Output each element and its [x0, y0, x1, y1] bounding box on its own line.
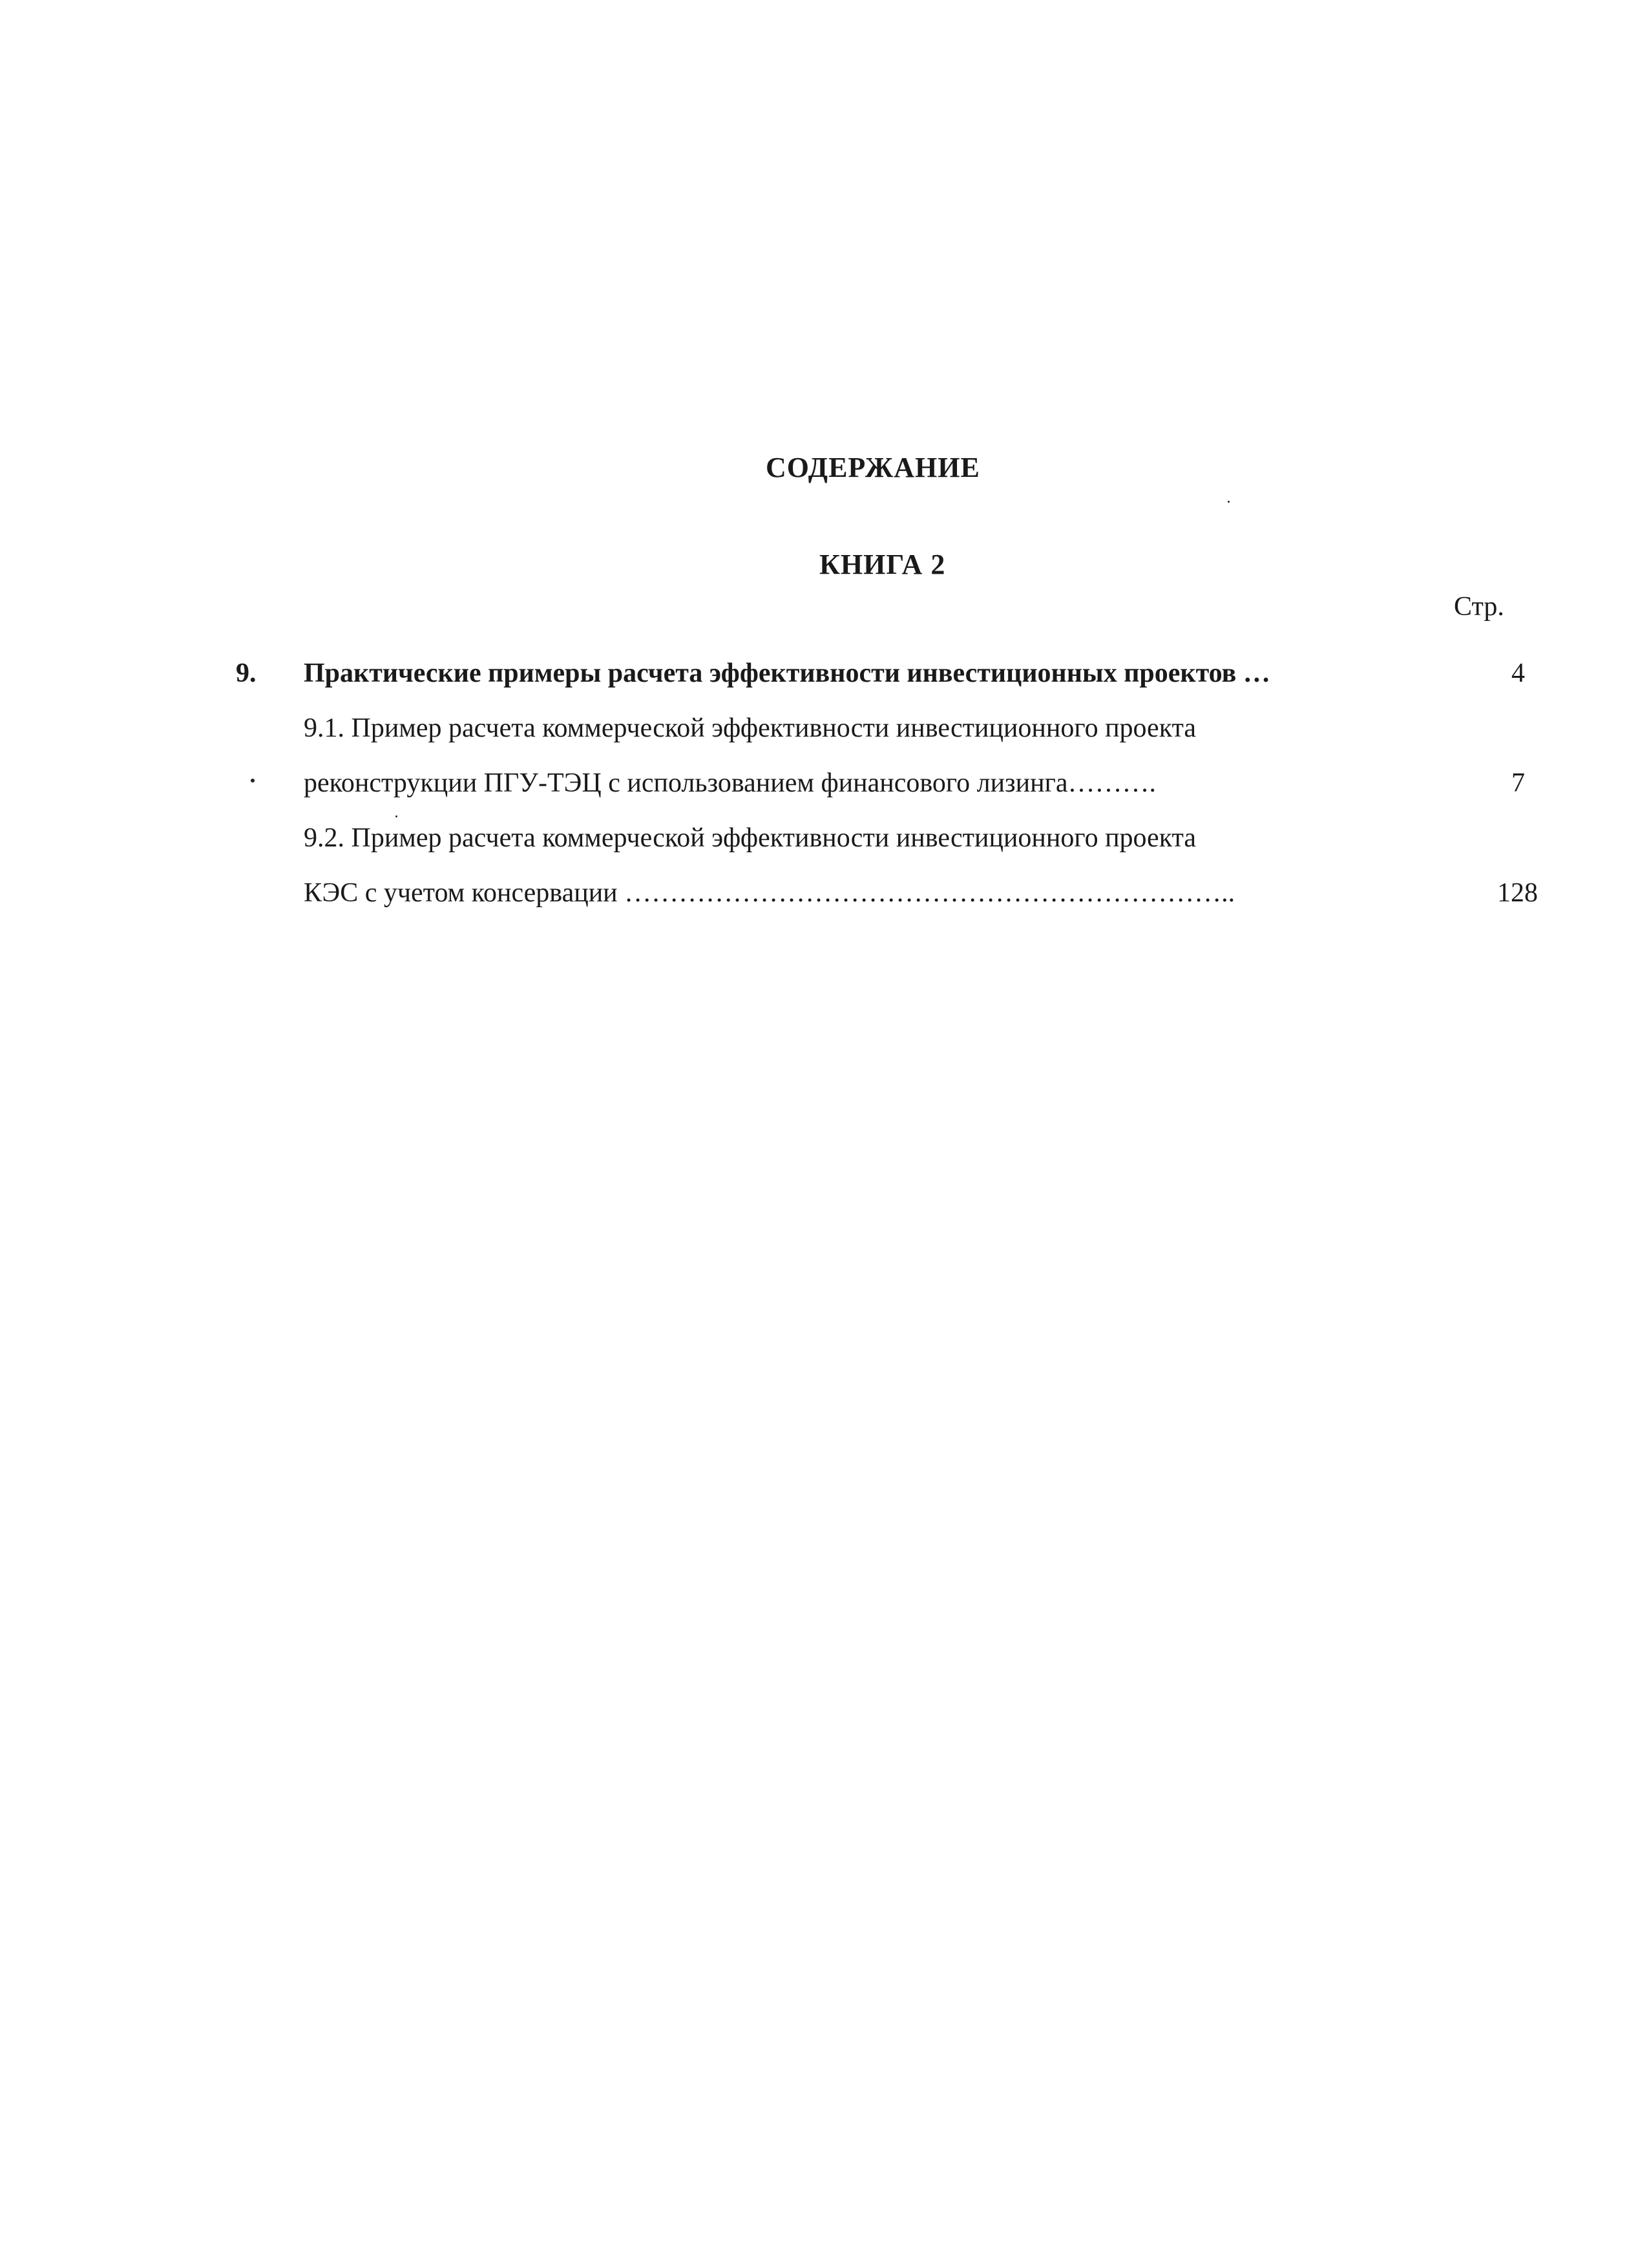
- scan-speck: [1228, 501, 1230, 503]
- toc-section-9-2-line2: КЭС с учетом консервации …………………………………………………………..: [304, 878, 1235, 908]
- scan-speck: [395, 815, 397, 817]
- toc-section-9-1-page: 7: [1511, 768, 1525, 798]
- page-title: СОДЕРЖАНИЕ: [766, 452, 980, 483]
- scan-speck: [251, 779, 255, 782]
- toc-section-9-2-page: 128: [1497, 878, 1538, 908]
- toc-chapter-title: Практические примеры расчета эффективности инвестиционных проектов …: [304, 658, 1270, 688]
- toc-chapter-number: 9.: [236, 658, 257, 688]
- toc-chapter-page: 4: [1511, 658, 1525, 688]
- page-column-label: Стр.: [1454, 592, 1504, 622]
- toc-section-9-1-line2: реконструкции ПГУ-ТЭЦ с использованием финансового лизинга……….: [304, 768, 1156, 798]
- toc-section-9-1-line1: 9.1. Пример расчета коммерческой эффективности инвестиционного проекта: [304, 713, 1197, 743]
- book-subtitle: КНИГА 2: [819, 549, 946, 580]
- toc-section-9-2-line1: 9.2. Пример расчета коммерческой эффективности инвестиционного проекта: [304, 823, 1197, 853]
